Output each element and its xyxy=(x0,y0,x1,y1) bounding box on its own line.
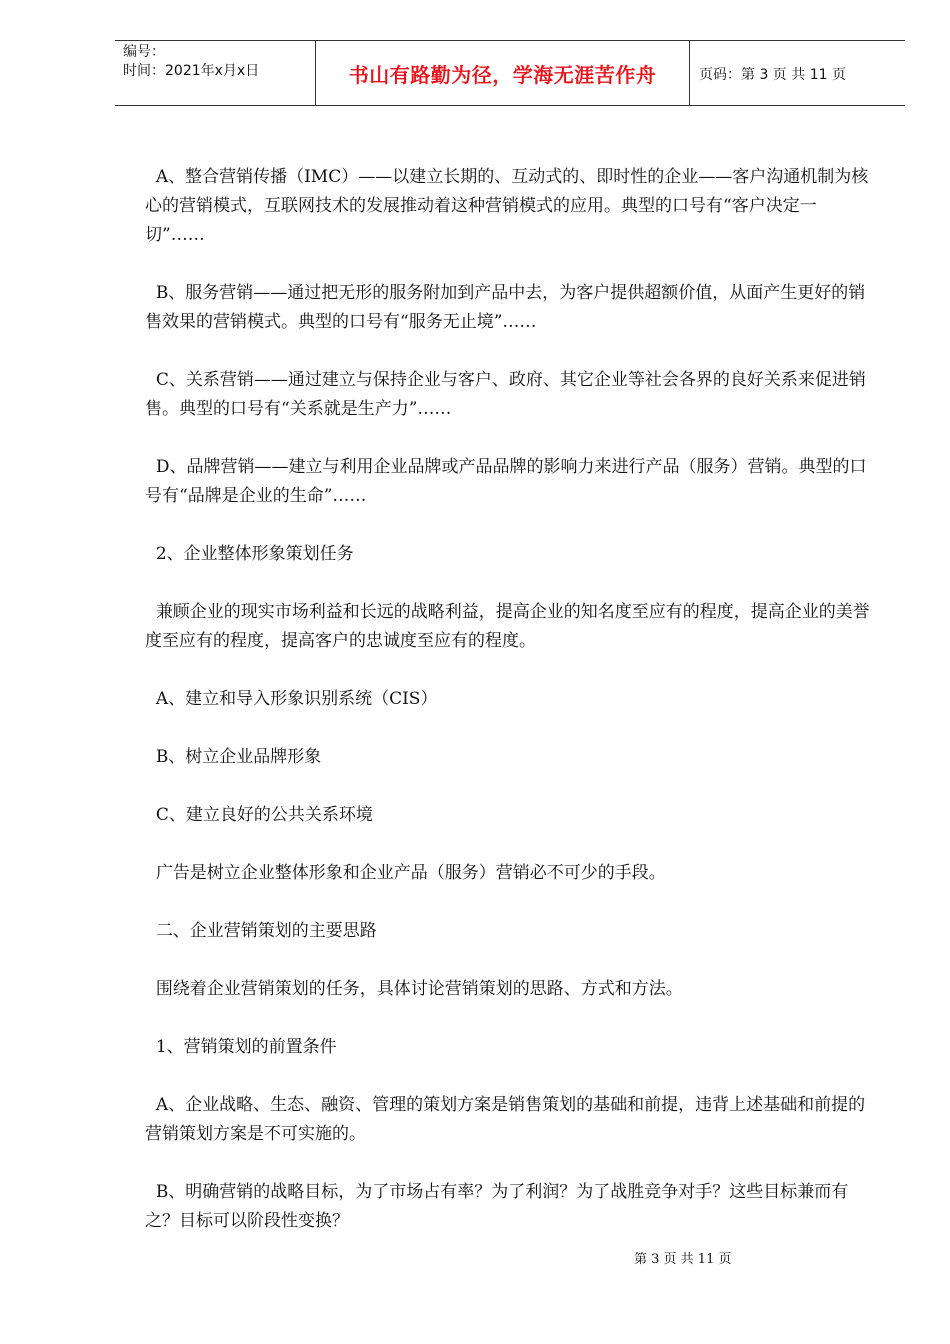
time-label: 时间：2021年x月x日 xyxy=(123,63,260,79)
paragraph: A、企业战略、生态、融资、管理的策划方案是销售策划的基础和前提，违背上述基础和前提的营销策划方案是不可实施的。 xyxy=(145,1095,866,1144)
section-heading: 二、企业营销策划的主要思路 xyxy=(145,921,377,941)
list-item: C、建立良好的公共关系环境 xyxy=(145,805,373,825)
paragraph: C、关系营销——通过建立与保持企业与客户、政府、其它企业等社会各界的良好关系来促进销售。典型的口号有“关系就是生产力”…… xyxy=(145,370,866,419)
paragraph: 广告是树立企业整体形象和企业产品（服务）营销必不可少的手段。 xyxy=(145,863,666,883)
page-header xyxy=(115,40,905,106)
section-heading: 2、企业整体形象策划任务 xyxy=(145,544,354,564)
paragraph: D、品牌营销——建立与利用企业品牌或产品品牌的影响力来进行产品（服务）营销。典型的口号有“品牌是企业的生命”…… xyxy=(145,457,867,506)
section-heading: 1、营销策划的前置条件 xyxy=(145,1037,337,1057)
paragraph: B、服务营销——通过把无形的服务附加到产品中去，为客户提供超额价值，从面产生更好的销售效果的营销模式。典型的口号有“服务无止境”…… xyxy=(145,283,866,332)
paragraph: B、明确营销的战略目标，为了市场占有率？为了利润？为了战胜竞争对手？这些目标兼而有之？目标可以阶段性变换？ xyxy=(145,1182,849,1231)
header-divider xyxy=(689,41,690,106)
list-item: B、树立企业品牌形象 xyxy=(145,747,322,767)
page-footer: 第 3 页 共 11 页 xyxy=(634,1252,732,1267)
paragraph: 围绕着企业营销策划的任务，具体讨论营销策划的思路、方式和方法。 xyxy=(145,979,683,999)
paragraph: 兼顾企业的现实市场利益和长远的战略利益，提高企业的知名度至应有的程度，提高企业的美誉度至应有的程度，提高客户的忠诚度至应有的程度。 xyxy=(145,602,870,651)
header-meta xyxy=(123,43,259,81)
serial-number-label: 编号： xyxy=(123,44,165,60)
header-motto: 书山有路勤为径，学海无涯苦作舟 xyxy=(348,63,657,87)
list-item: A、建立和导入形象识别系统（CIS） xyxy=(145,689,438,709)
header-page-info: 页码：第 3 页 共 11 页 xyxy=(699,66,846,83)
paragraph: A、整合营销传播（IMC）——以建立长期的、互动式的、即时性的企业——客户沟通机制为核心的营销模式，互联网技术的发展推动着这种营销模式的应用。典型的口号有“客户决定一切”…… xyxy=(145,167,869,245)
document-body xyxy=(145,163,870,1236)
